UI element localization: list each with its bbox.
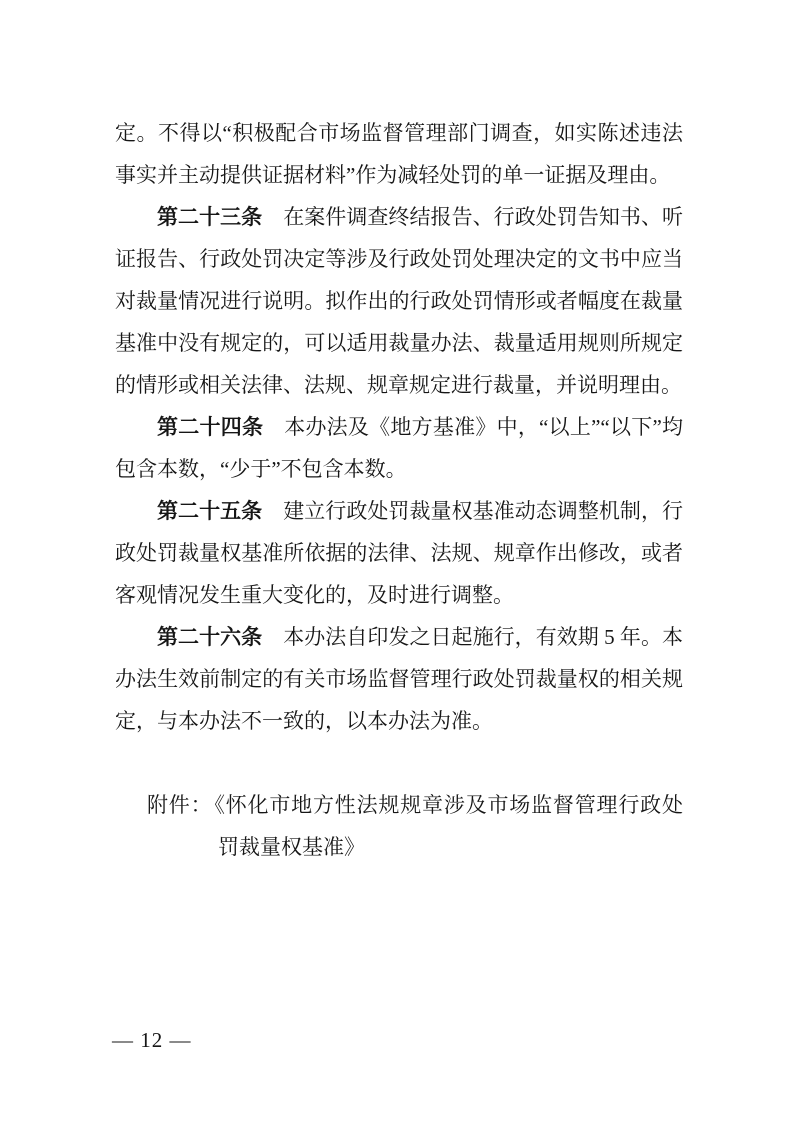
article-25 [115, 490, 683, 616]
article-25-label: 第二十五条 [157, 499, 263, 523]
attachment-title: 《怀化市地方性法规规章涉及市场监督管理行政处罚裁量权基准》 [214, 793, 683, 859]
article-24-text: 本办法及《地方基准》中，“以上”“以下”均包含本数，“少于”不包含本数。 [115, 415, 683, 481]
article-24 [115, 406, 683, 490]
article-24-label: 第二十四条 [157, 415, 264, 439]
article-23 [115, 196, 683, 406]
attachment-reference [115, 784, 683, 868]
page-number: — 12 — [112, 1028, 192, 1052]
document-body [115, 112, 683, 868]
article-26 [115, 616, 683, 742]
article-23-text: 在案件调查终结报告、行政处罚告知书、听证报告、行政处罚决定等涉及行政处罚处理决定的文书中应当对裁量情况进行说明。拟作出的行政处罚情形或者幅度在裁量基准中没有规定的，可以适用裁量办法、裁量适用规则所规定的情形或相关法律、法规、规章规定进行裁量，并说明理由。 [115, 205, 683, 397]
article-26-text: 本办法自印发之日起施行，有效期 5 年。本办法生效前制定的有关市场监督管理行政处罚裁量权的相关规定，与本办法不一致的，以本办法为准。 [115, 625, 684, 733]
attachment-label: 附件： [147, 793, 213, 817]
paragraph-continuation: 定。不得以“积极配合市场监督管理部门调查，如实陈述违法事实并主动提供证据材料”作为减轻处罚的单一证据及理由。 [115, 121, 683, 187]
article-25-text: 建立行政处罚裁量权基准动态调整机制，行政处罚裁量权基准所依据的法律、法规、规章作出修改，或者客观情况发生重大变化的，及时进行调整。 [115, 499, 683, 607]
article-26-label: 第二十六条 [157, 625, 263, 649]
article-23-label: 第二十三条 [157, 205, 263, 229]
